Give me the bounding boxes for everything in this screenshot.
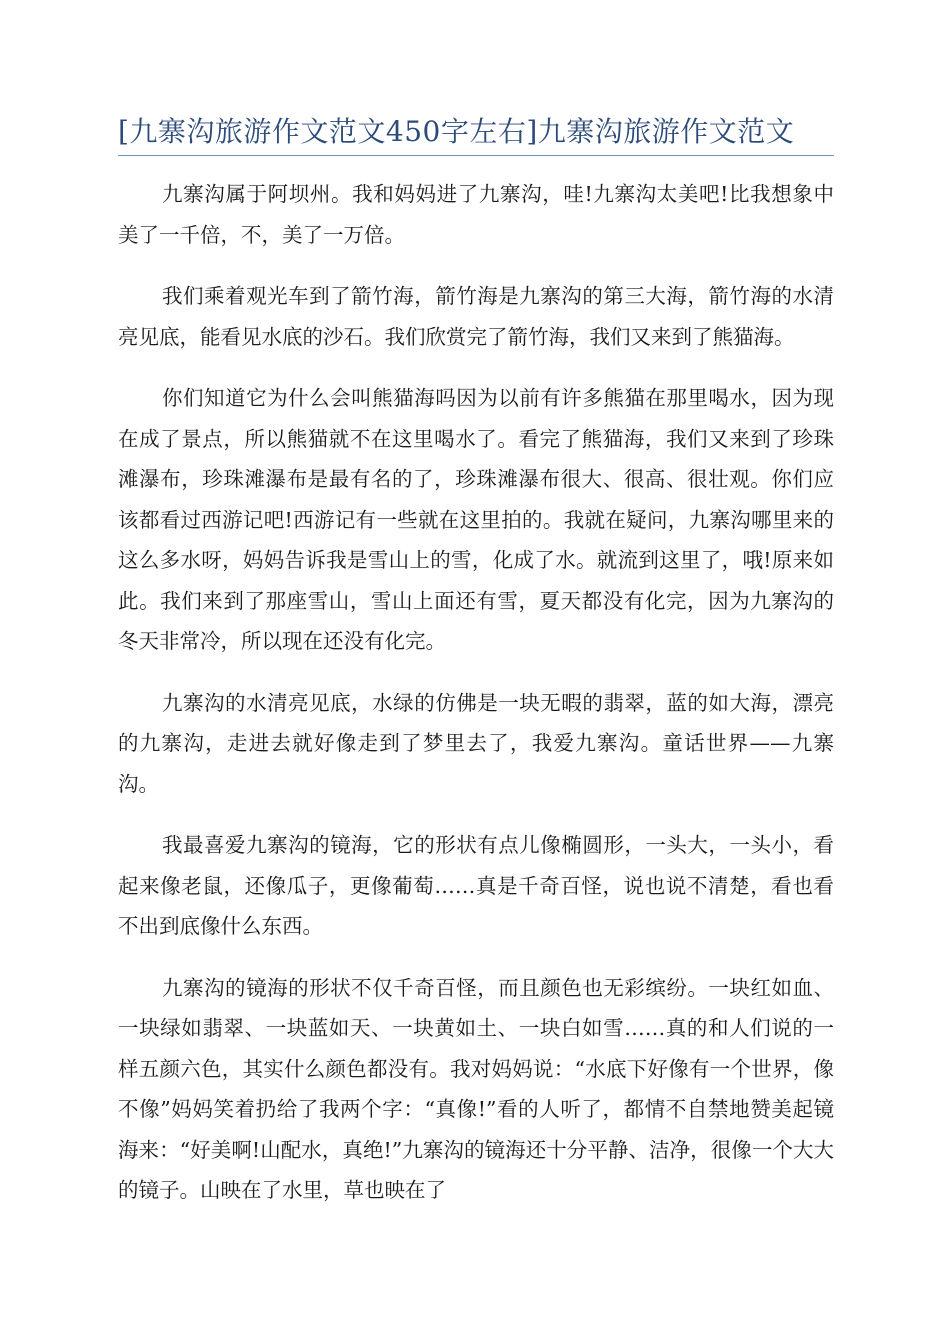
document-body: [118, 174, 834, 1232]
document-title: [九寨沟旅游作文范文450字左右]九寨沟旅游作文范文: [118, 115, 795, 148]
paragraph: 我们乘着观光车到了箭竹海，箭竹海是九寨沟的第三大海，箭竹海的水清亮见底，能看见水底的沙石。我们欣赏完了箭竹海，我们又来到了熊猫海。: [118, 284, 834, 349]
paragraph: 九寨沟的水清亮见底，水绿的仿佛是一块无暇的翡翠，蓝的如大海，漂亮的九寨沟，走进去就好像走到了梦里去了，我爱九寨沟。童话世界——九寨沟。: [118, 690, 834, 796]
paragraph: 你们知道它为什么会叫熊猫海吗因为以前有许多熊猫在那里喝水，因为现在成了景点，所以熊猫就不在这里喝水了。看完了熊猫海，我们又来到了珍珠滩瀑布，珍珠滩瀑布是最有名的了，珍珠滩瀑布很大、很高、很壮观。你们应该都看过西游记吧!西游记有一些就在这里拍的。我就在疑问，九寨沟哪里来的这么多水呀，妈妈告诉我是雪山上的雪，化成了水。就流到这里了，哦!原来如此。我们来到了那座雪山，雪山上面还有雪，夏天都没有化完，因为九寨沟的冬天非常冷，所以现在还没有化完。: [118, 386, 834, 653]
paragraph: 我最喜爱九寨沟的镜海，它的形状有点儿像椭圆形，一头大，一头小，看起来像老鼠，还像瓜子，更像葡萄……真是千奇百怪，说也说不清楚，看也看不出到底像什么东西。: [118, 833, 834, 938]
paragraph: 九寨沟的镜海的形状不仅千奇百怪，而且颜色也无彩缤纷。一块红如血、一块绿如翡翠、一块蓝如天、一块黄如土、一块白如雪……真的和人们说的一样五颜六色，其实什么颜色都没有。我对妈妈说：“水底下好像有一个世界，像不像”妈妈笑着扔给了我两个字：“真像!”看的人听了，都情不自禁地赞美起镜海来：“好美啊!山配水，真绝!”九寨沟的镜海还十分平静、洁净，很像一个大大的镜子。山映在了水里，草也映在了: [118, 975, 834, 1202]
paragraph: 九寨沟属于阿坝州。我和妈妈进了九寨沟，哇!九寨沟太美吧!比我想象中美了一千倍，不，美了一万倍。: [118, 182, 834, 247]
title-underline: [118, 155, 834, 156]
